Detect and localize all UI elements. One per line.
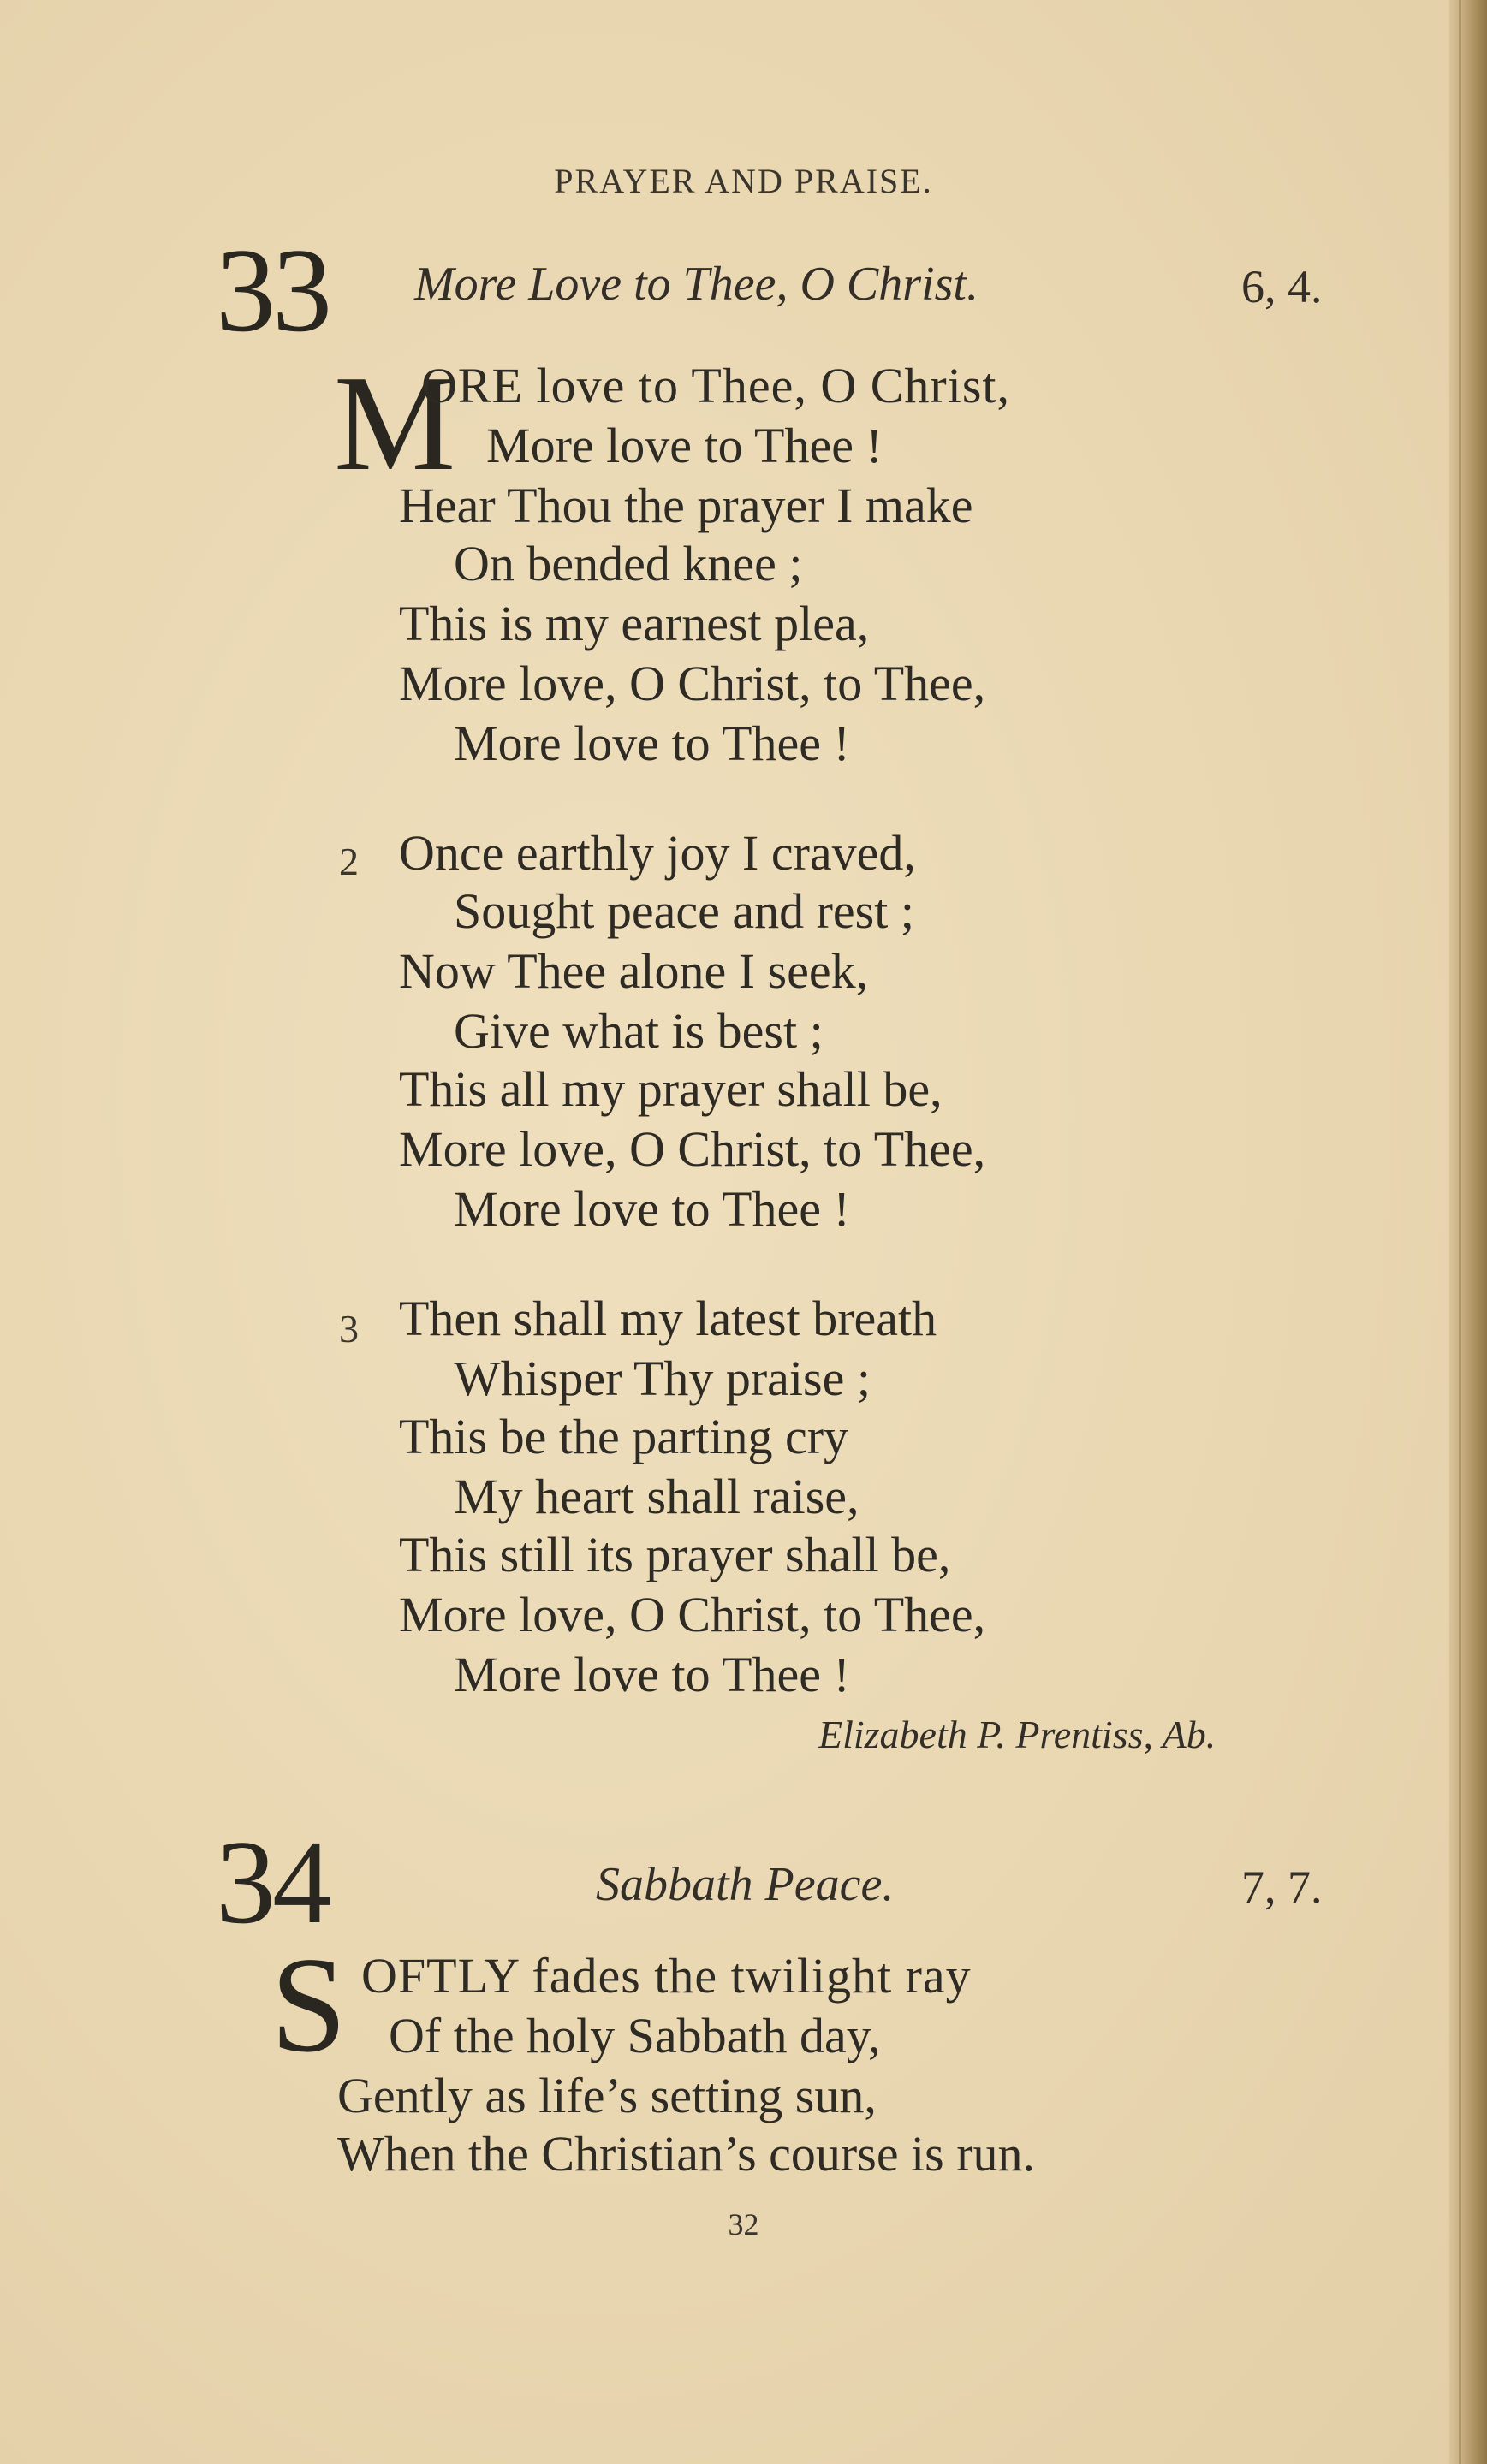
hymn-33-attribution: Elizabeth P. Prentiss, Ab. [818,1713,1216,1756]
hymn-33-dropcap: M [334,347,456,499]
hymn-33-s2-line-7: More love to Thee ! [454,1181,850,1237]
hymn-33-s3-line-2: Whisper Thy praise ; [454,1351,871,1406]
page-edge-line [1459,0,1461,2464]
hymn-34-meter: 7, 7. [1241,1861,1323,1913]
hymn-34-number: 34 [216,1816,329,1949]
hymn-33-s3-line-6: More love, O Christ, to Thee, [399,1587,986,1642]
hymn-33-s3-line-4: My heart shall raise, [454,1469,859,1524]
hymn-33-title: More Love to Thee, O Christ. [414,258,978,311]
hymn-33-s1-line-4: This is my earnest plea, [399,596,870,651]
hymn-33-number: 33 [216,224,329,357]
hymn-33-s1-line-2: Hear Thou the prayer I make [399,478,973,533]
hymn-33-meter: 6, 4. [1241,261,1323,312]
hymn-34-dropcap: S [271,1928,347,2081]
hymn-33-stanza-2-number: 2 [339,840,359,883]
running-head: PRAYER AND PRAISE. [554,162,933,200]
hymn-34-title: Sabbath Peace. [596,1858,895,1911]
hymn-33-s2-line-2: Sought peace and rest ; [454,883,914,939]
hymn-33-s3-line-5: This still its prayer shall be, [399,1527,951,1582]
hymn-33-s3-line-3: This be the parting cry [399,1409,849,1464]
hymn-33-s2-line-1: Once earthly joy I craved, [399,825,916,881]
hymn-33-s2-line-4: Give what is best ; [454,1003,824,1059]
hymn-33-s1-line-1: More love to Thee ! [486,418,883,473]
hymn-34-line-3: Gently as life’s setting sun, [337,2068,877,2123]
page-edge-shadow [1449,0,1487,2464]
hymn-33-s1-line-5: More love, O Christ, to Thee, [399,656,986,711]
hymn-33-s3-line-7: More love to Thee ! [454,1647,850,1702]
hymn-33-s2-line-5: This all my prayer shall be, [399,1061,943,1117]
hymn-34-line-2: Of the holy Sabbath day, [389,2008,881,2063]
hymn-33-s1-line-6: More love to Thee ! [454,715,850,771]
hymn-34-line-4: When the Christian’s course is run. [337,2126,1036,2182]
hymn-33-s2-line-3: Now Thee alone I seek, [399,943,869,999]
hymn-33-s2-line-6: More love, O Christ, to Thee, [399,1121,986,1177]
page-number: 32 [728,2207,759,2241]
hymn-33-stanza-3-number: 3 [339,1307,359,1351]
hymn-33-s1-line-3: On bended knee ; [454,536,803,591]
hymn-33-first-line: ORE love to Thee, O Christ, [421,358,1011,413]
hymn-34-first-line: OFTLY fades the twilight ray [361,1948,972,2004]
hymn-33-s3-line-1: Then shall my latest breath [399,1291,937,1346]
